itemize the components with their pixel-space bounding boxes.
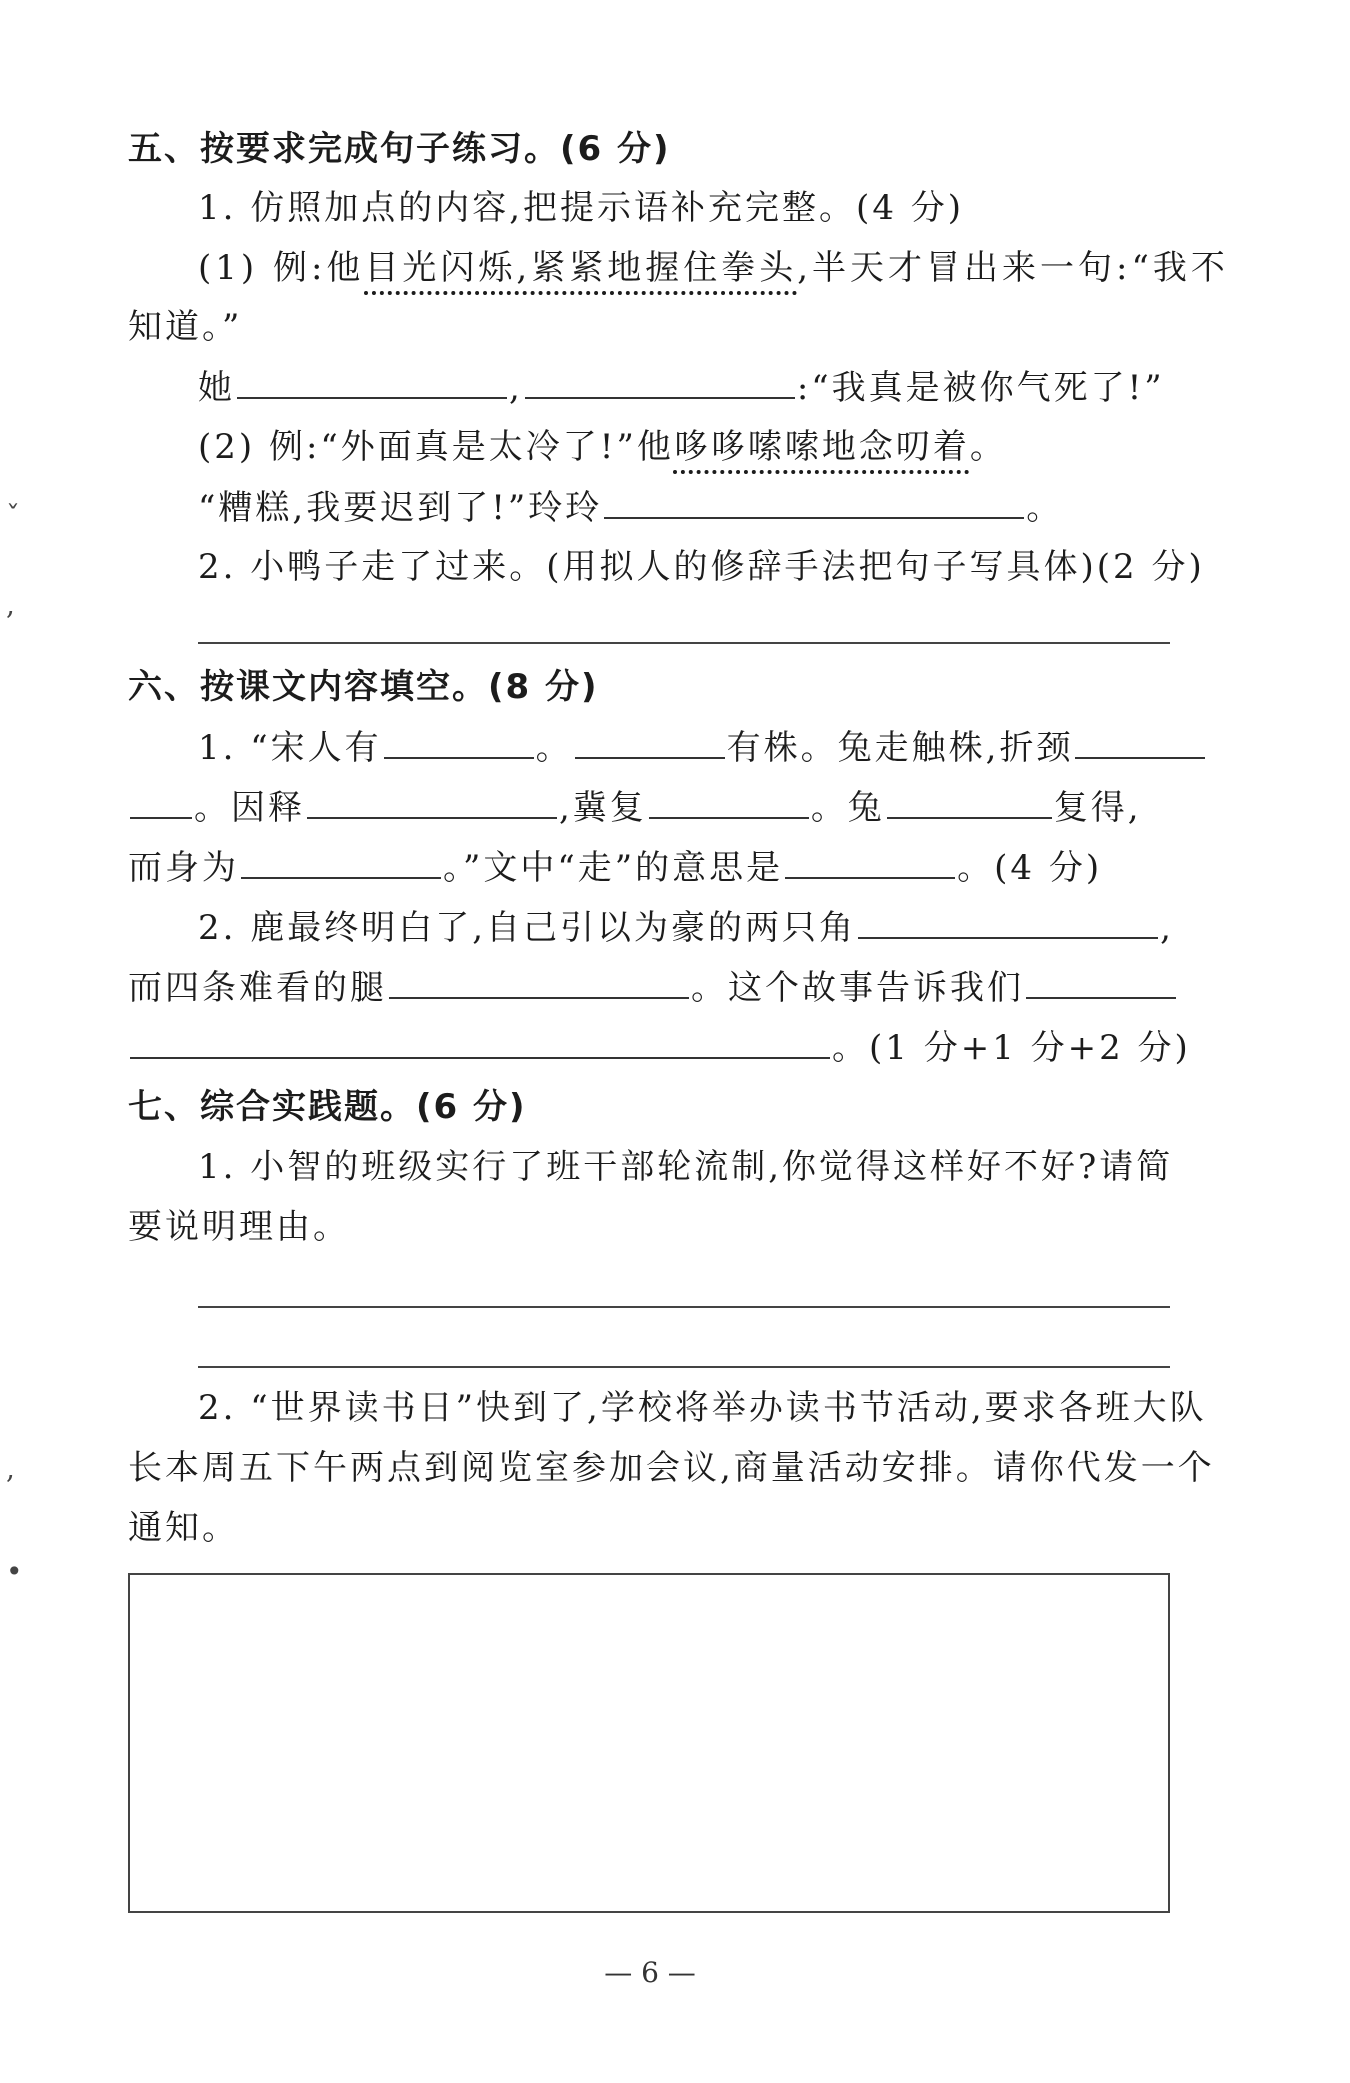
s5-example-2-line — [198, 427, 1007, 467]
section-7-heading: 七、综合实践题。(6 分) — [128, 1087, 527, 1127]
s5-fill1-blank-a[interactable] — [237, 367, 507, 399]
s6-q1-l3-c: 。(4 分) — [957, 848, 1103, 888]
s5-example-1-line — [198, 248, 1229, 288]
s7-q1-l2: 要说明理由。 — [128, 1207, 350, 1247]
s5-fill-1-line — [198, 367, 1165, 407]
s5-fill1-comma: , — [509, 368, 523, 408]
s6-q1-l2-d: 复得, — [1053, 788, 1142, 828]
s7-q2-l3: 通知。 — [128, 1508, 239, 1548]
s7-q1-answer-line-1[interactable] — [198, 1306, 1170, 1308]
s7-q2-line-1 — [198, 1388, 1207, 1428]
s5-fill1-blank-b[interactable] — [525, 367, 795, 399]
s7-q1-line-1 — [198, 1147, 1173, 1187]
s5-q1-text: 1. 仿照加点的内容,把提示语补充完整。(4 分) — [198, 188, 965, 228]
notice-answer-box[interactable] — [128, 1573, 1170, 1913]
s6-q1-l3-b: 。”文中“走”的意思是 — [443, 848, 784, 888]
s5-ex1-end: ,半天才冒出来一句:“我不 — [797, 248, 1229, 288]
s6-q2-l1-a: 2. 鹿最终明白了,自己引以为豪的两只角 — [198, 908, 857, 948]
s6-q1-l2-b: ,冀复 — [559, 788, 647, 828]
s5-ex2-end: 。 — [969, 427, 1007, 467]
s5-fill-2-line — [198, 487, 1063, 527]
s7-q2-l2: 长本周五下午两点到阅览室参加会议,商量活动安排。请你代发一个 — [128, 1448, 1215, 1488]
s6-q1-line-3 — [128, 847, 1102, 887]
s6-q1-l3-a: 而身为 — [128, 848, 239, 888]
s5-fill2-end: 。 — [1026, 488, 1064, 528]
s5-ex1-start: (1) 例:他 — [198, 248, 365, 288]
s5-q2-prompt — [198, 547, 1205, 587]
s6-q1-blank-2[interactable] — [575, 727, 725, 759]
s5-fill2-text: “糟糕,我要迟到了!”玲玲 — [198, 488, 603, 528]
s6-q1-blank-5[interactable] — [307, 787, 557, 819]
s6-q1-blank-1[interactable] — [384, 727, 534, 759]
s6-q1-blank-6[interactable] — [649, 787, 809, 819]
s5-q1-prompt — [198, 188, 964, 228]
s5-example-1-cont — [128, 307, 242, 347]
s6-q2-line-3 — [128, 1027, 1191, 1067]
s6-q1-l2-c: 。兔 — [810, 788, 885, 828]
s6-q2-blank-2[interactable] — [389, 967, 689, 999]
s6-q2-blank-1[interactable] — [858, 907, 1158, 939]
s6-q1-blank-7[interactable] — [887, 787, 1052, 819]
section-5-heading: 五、按要求完成句子练习。(6 分) — [128, 129, 671, 169]
s6-q2-blank-4[interactable] — [130, 1027, 830, 1059]
section-6-heading: 六、按课文内容填空。(8 分) — [128, 667, 599, 707]
margin-mark: • — [6, 1555, 23, 1588]
s5-fill1-subject: 她 — [198, 368, 235, 408]
s5-ex2-start: (2) 例:“外面真是太冷了!”他 — [198, 427, 674, 467]
s6-q1-l1-b: 。 — [535, 728, 573, 768]
s6-q1-blank-9[interactable] — [785, 847, 955, 879]
s6-q2-l3-a: 。(1 分+1 分+2 分) — [832, 1028, 1191, 1068]
margin-mark: ˇ — [6, 500, 20, 533]
s5-fill2-blank[interactable] — [604, 487, 1024, 519]
s5-ex1-dotted-text: 目光闪烁,紧紧地握住拳头 — [364, 248, 798, 288]
s6-q1-line-2 — [128, 787, 1142, 827]
s6-q2-l2-b: 。这个故事告诉我们 — [691, 968, 1024, 1008]
margin-mark: , — [6, 1452, 15, 1485]
s5-ex2-dotted-text: 哆哆嗦嗦地念叨着 — [673, 427, 970, 467]
s6-q2-line-1 — [198, 907, 1174, 947]
s6-q1-line-1 — [198, 727, 1207, 767]
s5-ex1-cont-text: 知道。” — [128, 307, 243, 347]
s6-q2-l2-a: 而四条难看的腿 — [128, 968, 387, 1008]
s7-q2-l1: 2. “世界读书日”快到了,学校将举办读书节活动,要求各班大队 — [198, 1388, 1207, 1428]
s6-q1-l2-a: 。因释 — [194, 788, 305, 828]
s6-q2-line-2 — [128, 967, 1178, 1007]
s5-fill1-quote: :“我真是被你气死了!” — [796, 368, 1165, 408]
margin-mark: , — [6, 588, 15, 621]
page-number: — 6 — — [604, 1956, 696, 1989]
s6-q1-blank-8[interactable] — [241, 847, 441, 879]
s7-q1-l1: 1. 小智的班级实行了班干部轮流制,你觉得这样好不好?请简 — [198, 1147, 1174, 1187]
s6-q1-l1-c: 有株。兔走触株,折颈 — [726, 728, 1074, 768]
s5-q2-text: 2. 小鸭子走了过来。(用拟人的修辞手法把句子写具体)(2 分) — [198, 547, 1205, 587]
s6-q1-blank-4[interactable] — [130, 787, 192, 819]
s5-q2-answer-line[interactable] — [198, 642, 1170, 644]
s7-q2-line-2 — [128, 1448, 1215, 1488]
s7-q2-line-3 — [128, 1508, 239, 1548]
s6-q2-blank-3[interactable] — [1026, 967, 1176, 999]
s7-q1-line-2 — [128, 1207, 350, 1247]
s6-q1-blank-3[interactable] — [1075, 727, 1205, 759]
s6-q1-l1-a: 1. “宋人有 — [198, 728, 382, 768]
s7-q1-answer-line-2[interactable] — [198, 1366, 1170, 1368]
s6-q2-l1-b: , — [1160, 908, 1174, 948]
